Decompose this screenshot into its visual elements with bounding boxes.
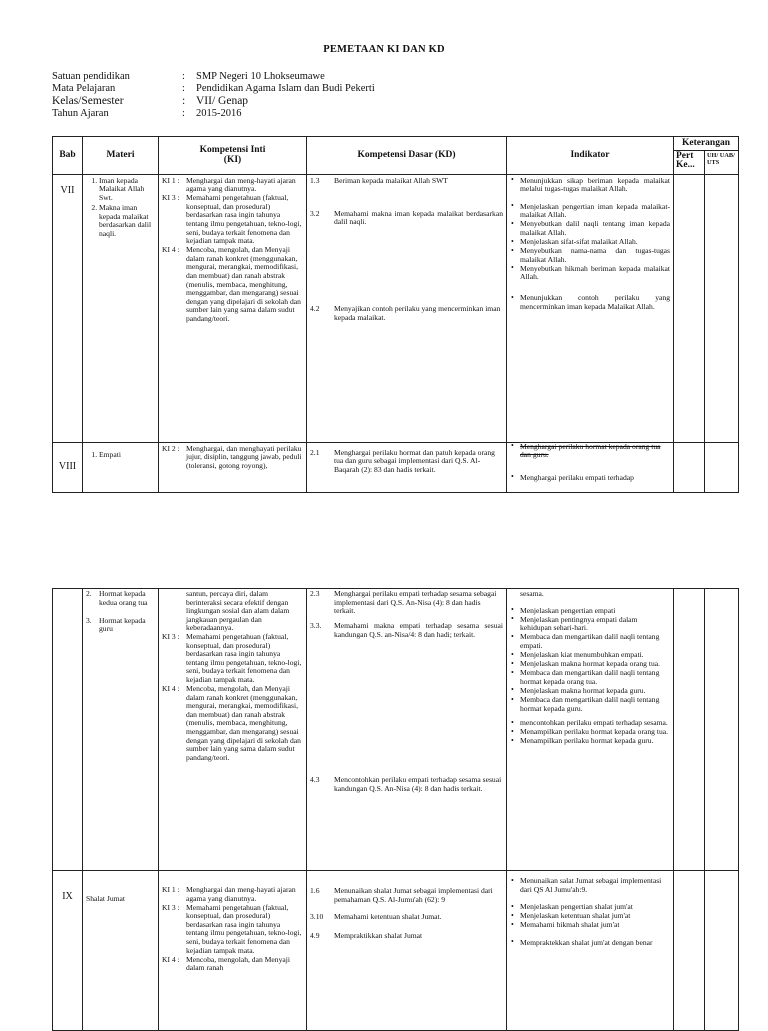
kd-item: 3.2 Memahami makna iman kepada malaikat berdasarkan dalil naqli.: [310, 208, 503, 227]
header-materi: Materi: [83, 137, 159, 175]
kd-cell: [307, 174, 507, 442]
kd-cell: [307, 871, 507, 1031]
materi-cell: Shalat Jumat: [83, 871, 159, 1031]
list-item: • Menghargai perilaku hormat kepada orang tua dan guru.: [520, 443, 670, 460]
indikator-cell: [507, 174, 674, 442]
list-item: • mencontohkan perilaku empati terhadap sesama.: [520, 719, 670, 728]
list-item: • Memahami hikmah shalat jum'at: [520, 921, 670, 930]
kd-item: 3.3. Memahami makna empati terhadap sesama sesuai kandungan Q.S. an-Nisa/4: 8 dan hadi; terkait.: [310, 621, 503, 639]
info-row-class: Kelas/Semester : VII/ Genap: [52, 95, 249, 108]
pert-cell: [674, 174, 705, 442]
list-item: 2. Makna iman kepada malaikat berdasarkan dalil naqli.: [99, 204, 155, 238]
materi-cell: [83, 589, 159, 871]
list-item: • Menunjukkan contoh perilaku yang mencerminkan iman kepada Malaikat Allah.: [520, 294, 670, 311]
ki-cell: [159, 174, 307, 442]
list-item: • Membaca dan mengartikan dalil naqli tentang empati.: [520, 633, 670, 650]
header-indikator: Indikator: [507, 137, 674, 175]
list-item: • Menjelaskan pentingnya empati dalam kehidupan sehari-hari.: [520, 616, 670, 633]
info-row-year: Tahun Ajaran : 2015-2016: [52, 107, 242, 119]
table-row: [53, 174, 739, 442]
indikator-continuation: sesama.: [520, 589, 544, 598]
ki-item: KI 4 : Mencoba, mengolah, dan Menyaji dalam ranah: [162, 954, 290, 973]
indikator-cell: [507, 442, 674, 492]
list-item: • Mempraktekkan shalat jum'at dengan benar: [520, 939, 670, 948]
list-item: • Menampilkan perilaku hormat kepada orang tua.: [520, 728, 670, 737]
pert-cell: [674, 589, 705, 871]
header-uh: UH/ UAB/ UTS: [705, 150, 739, 174]
bab-cell: IX: [53, 871, 83, 1031]
page-title: PEMETAAN KI DAN KD: [323, 44, 445, 55]
list-item: • Menjelaskan makna hormat kepada orang tua.: [520, 660, 670, 669]
list-item: • Menampilkan perilaku hormat kepada guru.: [520, 737, 670, 746]
table-row: [53, 589, 739, 871]
list-item: • Menjelaskan pengertian iman kepada malaikat-malaikat Allah.: [520, 203, 670, 220]
header-bab: Bab: [53, 137, 83, 175]
bab-cell: VIII: [53, 442, 83, 492]
bab-cell: VII: [53, 174, 83, 442]
header-kd: Kompetensi Dasar (KD): [307, 137, 507, 175]
list-item: • Menunaikan salat Jumat sebagai implementasi dari QS Al Jumu'ah:9.: [520, 877, 670, 894]
kd-item: 3.10 Memahami ketentuan shalat Jumat.: [310, 911, 442, 921]
list-item: 3. Hormat kepada guru: [86, 615, 146, 634]
ki-cell: [159, 589, 307, 871]
mapping-table-continued: [52, 588, 739, 1031]
info-row-subject: Mata Pelajaran : Pendidikan Agama Islam dan Budi Pekerti: [52, 83, 375, 95]
ki-item: KI 1 : Menghargai dan meng-hayati ajaran agama yang dianutnya.: [162, 175, 296, 194]
indikator-cell: [507, 589, 674, 871]
list-item: • Menjelaskan sifat-sifat malaikat Allah.: [520, 238, 670, 247]
info-row-school: Satuan pendidikan : SMP Negeri 10 Lhokseumawe: [52, 71, 325, 82]
ki-continuation: santun, percaya diri, dalam berinteraksi secara efektif dengan lingkungan sosial dan alam dalam jangkauan pergaulan dan keberadaannya.: [186, 589, 290, 633]
header-pert: Pert Ke...: [674, 150, 705, 174]
materi-cell: [83, 174, 159, 442]
list-item: • Membaca dan mengartikan dalil naqli tentang hormat kepada guru.: [520, 696, 670, 713]
table-row: [53, 871, 739, 1031]
list-item: • Menjelaskan pengertian empati: [520, 607, 670, 616]
list-item: 1. Iman kepada Malaikat Allah Swt.: [99, 177, 155, 203]
uh-cell: [705, 174, 739, 442]
kd-item: 4.3 Mencontohkan perilaku empati terhadap sesama sesuai kandungan Q.S. An-Nisa (4): 8 dan hadis terkait.: [310, 774, 502, 793]
uh-cell: [705, 589, 739, 871]
kd-item: 2.1 Menghargai perilaku hormat dan patuh kepada orang tua dan guru sebagai implementasi dari Q.S. Al-Baqarah (2): 83 dan hadis terkait.: [310, 447, 495, 474]
kd-item: 2.3 Menghargai perilaku empati terhadap sesama sebagai implementasi dari Q.S. An-Nisa (4): 8 dan hadis terkait.: [310, 589, 497, 616]
ki-item: KI 3 : Memahami pengetahuan (faktual, konseptual, dan prosedural) berdasarkan rasa ingin tahunya tentang ilmu pengetahuan, tekno-logi, seni, budaya terkait fenomena dan kejadian tampak mata.: [162, 193, 302, 246]
ki-item: KI 4 : Mencoba, mengolah, dan Menyaji dalam ranah konkret (menggunakan, mengurai, merangkai, memodifikasi, dan membuat) dan ranah abstrak (menulis, membaca, menghitung, menggambar, dan mengarang) sesuai dengan yang dipelajari di sekolah dan sumber lain yang sama dalam sudut pandang/teori.: [162, 684, 301, 762]
ki-item: KI 3 : Memahami pengetahuan (faktual, konseptual, dan prosedural) berdasarkan rasa ingin tahunya tentang ilmu pengetahuan, tekno-logi, seni, budaya terkait fenomena dan kejadian tampak mata.: [162, 902, 302, 955]
list-item: • Menjelaskan makna hormat kepada guru.: [520, 687, 670, 696]
kd-item: 4.2 Menyajikan contoh perilaku yang mencerminkan iman kepada malaikat.: [310, 304, 501, 322]
list-item: 2. Hormat kepada kedua orang tua: [86, 589, 148, 607]
bab-cell: [53, 589, 83, 871]
ki-item: KI 3 : Memahami pengetahuan (faktual, konseptual, dan prosedural) berdasarkan rasa ingin tahunya tentang ilmu pengetahuan, tekno-logi, seni, budaya terkait fenomena dan kejadian tampak mata.: [162, 631, 302, 684]
uh-cell: [705, 442, 739, 492]
kd-cell: [307, 589, 507, 871]
list-item: • Menunjukkan sikap beriman kepada malaikat melalui tugas-tugas malaikat Allah.: [520, 177, 670, 194]
header-keterangan: Keterangan: [674, 137, 739, 151]
pert-cell: [674, 442, 705, 492]
pert-cell: [674, 871, 705, 1031]
uh-cell: [705, 871, 739, 1031]
list-item: • Membaca dan mengartikan dalil naqli tentang hormat kepada orang tua.: [520, 669, 670, 686]
ki-item: KI 4 : Mencoba, mengolah, dan Menyaji dalam ranah konkret (menggunakan, mengurai, merangkai, memodifikasi, dan membuat) dan ranah abstrak (menulis, membaca, menghitung, menggambar, dan mengarang) sesuai dengan yang dipelajari di sekolah dan sumber lain yang sama dalam sudut pandang/teori.: [162, 245, 301, 323]
mapping-table: [52, 136, 739, 493]
document-info: [52, 71, 375, 120]
table-row: [53, 442, 739, 492]
list-item: • Menyebutkan nama-nama dan tugas-tugas malaikat Allah.: [520, 247, 670, 264]
ki-cell: [159, 871, 307, 1031]
kd-item: 4.9 Mempraktikkan shalat Jumat: [310, 930, 423, 940]
list-item: • Menjelaskan pengertian shalat jum'at: [520, 903, 670, 912]
list-item: • Menjelaskan kiat menumbuhkan empati.: [520, 651, 670, 660]
indikator-cell: [507, 871, 674, 1031]
kd-cell: [307, 442, 507, 492]
kd-item: 1.3 Beriman kepada malaikat Allah SWT: [310, 175, 448, 185]
list-item: 1. Empati: [99, 451, 155, 460]
kd-item: 1.6 Menunaikan shalat Jumat sebagai implementasi dari pemahaman Q.S. Al-Jumu'ah (62): 9: [310, 886, 493, 904]
list-item: • Menyebutkan dalil naqli tentang iman kepada malaikat Allah.: [520, 220, 670, 237]
list-item: • Menjelaskan ketentuan shalat jum'at: [520, 912, 670, 921]
list-item: • Menyebutkan hikmah beriman kepada malaikat Allah.: [520, 265, 670, 282]
ki-item: KI 1 : Menghargai dan meng-hayati ajaran agama yang dianutnya.: [162, 885, 296, 903]
materi-cell: [83, 442, 159, 492]
list-item: • Menghargai perilaku empati terhadap: [520, 474, 670, 483]
header-ki: Kompetensi Inti (KI): [159, 137, 307, 175]
ki-item: KI 2 : Menghargai, dan menghayati perilaku jujur, disiplin, tanggung jawab, peduli (toleransi, gotong royong),: [162, 443, 302, 470]
ki-cell: [159, 442, 307, 492]
